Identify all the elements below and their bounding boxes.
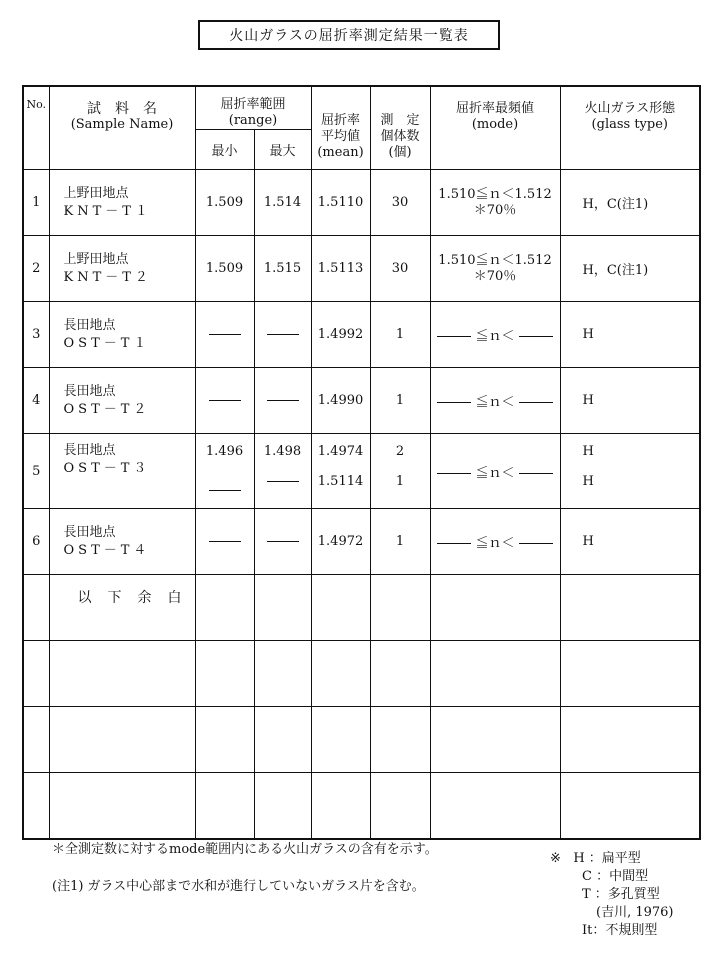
legend-h: H ：扁平型 <box>573 851 641 866</box>
header-count: 測 定 個体数 (個) <box>370 86 430 170</box>
header-sample: 試 料 名 (Sample Name) <box>49 86 195 170</box>
row-count: 1 <box>370 302 430 368</box>
row-no: 3 <box>23 302 49 368</box>
footnote-asterisk: ＊全測定数に対するmode範囲内にある火山ガラスの含有を示す。 <box>52 842 438 857</box>
row-no: 2 <box>23 236 49 302</box>
row-max: 1.514 <box>254 170 311 236</box>
row-mode: ≦ｎ＜ <box>430 434 560 509</box>
glass-type-legend <box>550 850 674 940</box>
table-row-blank <box>23 773 700 839</box>
table-row <box>23 368 700 434</box>
row-min: 1.509 <box>195 170 254 236</box>
title-text: 火山ガラスの屈折率測定結果一覧表 <box>229 28 469 44</box>
header-mode: 屈折率最頻値 (mode) <box>430 86 560 170</box>
row-min: 1.496 <box>195 434 254 509</box>
row-max <box>254 302 311 368</box>
table-row-blank <box>23 641 700 707</box>
row-mean: 1.4990 <box>311 368 370 434</box>
row-sample: 長田地点 OST－T３ <box>49 434 195 509</box>
row-mode: ≦ｎ＜ <box>430 302 560 368</box>
row-max: 1.515 <box>254 236 311 302</box>
blank-label: 以 下 余 白 <box>49 575 195 641</box>
row-mean: 1.4972 <box>311 509 370 575</box>
legend-ref: (吉川, 1976) <box>596 905 674 920</box>
row-mode: ≦ｎ＜ <box>430 509 560 575</box>
row-glass-type: H H <box>560 434 700 509</box>
row-sample: 長田地点 OST－T４ <box>49 509 195 575</box>
row-glass-type: H <box>560 368 700 434</box>
row-mean: 1.4992 <box>311 302 370 368</box>
row-no: 1 <box>23 170 49 236</box>
row-mode: 1.510≦ｎ＜1.512 ＊70％ <box>430 236 560 302</box>
row-glass-type: H <box>560 509 700 575</box>
header-min: 最小 <box>195 130 254 170</box>
table-row <box>23 170 700 236</box>
row-mean: 1.5113 <box>311 236 370 302</box>
row-count: 30 <box>370 170 430 236</box>
row-no: 5 <box>23 434 49 509</box>
row-min <box>195 302 254 368</box>
table-row <box>23 302 700 368</box>
row-no: 4 <box>23 368 49 434</box>
row-max <box>254 509 311 575</box>
row-sample: 長田地点 OST－T２ <box>49 368 195 434</box>
row-sample: 上野田地点 KNT－T２ <box>49 236 195 302</box>
row-mean: 1.4974 1.5114 <box>311 434 370 509</box>
row-mode: ≦ｎ＜ <box>430 368 560 434</box>
header-no: No. <box>23 86 49 170</box>
header-mean: 屈折率 平均値 (mean) <box>311 86 370 170</box>
row-min: 1.509 <box>195 236 254 302</box>
footnote-note1: (注1) ガラス中心部まで水和が進行していないガラス片を含む。 <box>52 879 425 894</box>
document-title <box>198 20 500 50</box>
row-no: 6 <box>23 509 49 575</box>
row-count: 2 1 <box>370 434 430 509</box>
table-row-blank <box>23 575 700 641</box>
row-min <box>195 368 254 434</box>
row-glass-type: H <box>560 302 700 368</box>
table-row-blank <box>23 707 700 773</box>
row-count: 1 <box>370 509 430 575</box>
header-glass-type: 火山ガラス形態 (glass type) <box>560 86 700 170</box>
row-max: 1.498 <box>254 434 311 509</box>
row-count: 1 <box>370 368 430 434</box>
row-sample: 長田地点 OST－T１ <box>49 302 195 368</box>
row-glass-type: H，C(注1) <box>560 170 700 236</box>
row-max <box>254 368 311 434</box>
legend-mark: ※ <box>550 851 561 866</box>
row-mean: 1.5110 <box>311 170 370 236</box>
row-mode: 1.510≦ｎ＜1.512 ＊70％ <box>430 170 560 236</box>
table-row <box>23 236 700 302</box>
legend-it: It：不規則型 <box>582 923 658 938</box>
row-glass-type: H，C(注1) <box>560 236 700 302</box>
row-sample: 上野田地点 KNT－T１ <box>49 170 195 236</box>
row-count: 30 <box>370 236 430 302</box>
results-table <box>22 85 701 840</box>
table-row <box>23 509 700 575</box>
row-min <box>195 509 254 575</box>
table-row <box>23 434 700 509</box>
legend-c: C ：中間型 <box>582 869 649 884</box>
legend-t: T ：多孔質型 <box>582 887 660 902</box>
header-range: 屈折率範囲 (range) <box>195 86 311 130</box>
header-max: 最大 <box>254 130 311 170</box>
